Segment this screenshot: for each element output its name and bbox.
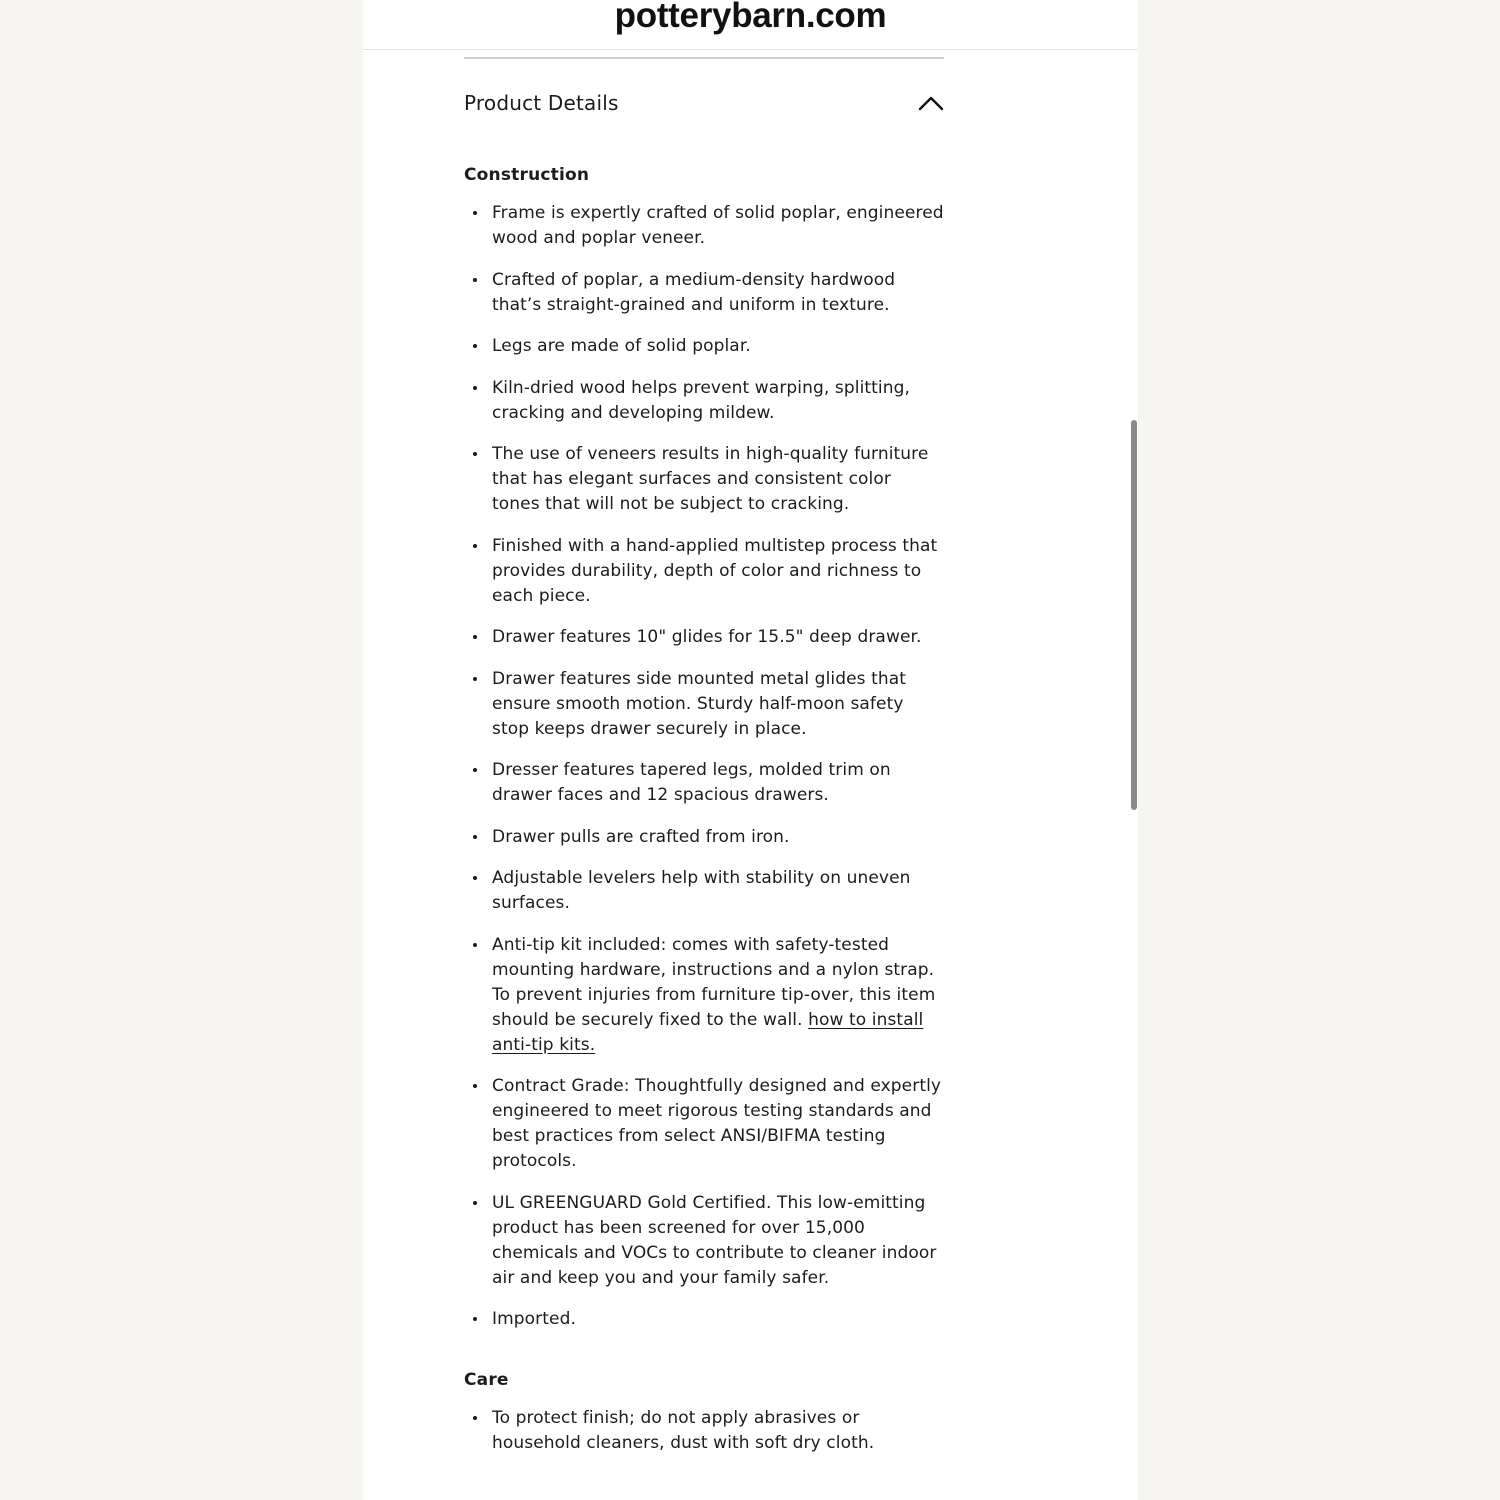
list-item: Kiln-dried wood helps prevent warping, splitting, cracking and developing mildew. bbox=[464, 376, 944, 426]
bullet-dot bbox=[473, 835, 477, 839]
bullet-dot bbox=[473, 876, 477, 880]
bullet-dot bbox=[473, 278, 477, 282]
list-item: Drawer pulls are crafted from iron. bbox=[464, 825, 944, 850]
browser-url-bar[interactable] bbox=[363, 0, 1138, 50]
bullet-dot bbox=[473, 386, 477, 390]
anti-tip-install-link[interactable]: how to install anti-tip kits. bbox=[492, 1009, 924, 1055]
list-item-anti-tip: Anti-tip kit included: comes with safety-tested mounting hardware, instructions and a nylon strap. To prevent injuries from furniture tip-over, this item should be securely fixed to the wall. how to install anti-tip kits. bbox=[464, 933, 944, 1058]
care-heading: Care bbox=[464, 1370, 509, 1390]
list-item: Drawer features 10" glides for 15.5" deep drawer. bbox=[464, 625, 944, 650]
bullet-dot bbox=[473, 211, 477, 215]
url-text: potterybarn.com bbox=[614, 0, 887, 35]
accordion-title: Product Details bbox=[464, 91, 619, 115]
bullet-dot bbox=[473, 1317, 477, 1321]
bullet-dot bbox=[473, 1201, 477, 1205]
chevron-up-icon[interactable] bbox=[918, 95, 944, 111]
list-item: Adjustable levelers help with stability on uneven surfaces. bbox=[464, 866, 944, 916]
construction-list bbox=[464, 201, 944, 1332]
list-item: Drawer features side mounted metal glides that ensure smooth motion. Sturdy half-moon safety stop keeps drawer securely in place. bbox=[464, 667, 944, 742]
list-item: Crafted of poplar, a medium-density hardwood that’s straight-grained and uniform in texture. bbox=[464, 268, 944, 318]
bullet-dot bbox=[473, 635, 477, 639]
list-item: Dresser features tapered legs, molded trim on drawer faces and 12 spacious drawers. bbox=[464, 758, 944, 808]
bullet-dot bbox=[473, 677, 477, 681]
bullet-dot bbox=[473, 1416, 477, 1420]
list-item: The use of veneers results in high-quality furniture that has elegant surfaces and consistent color tones that will not be subject to cracking. bbox=[464, 442, 944, 517]
bullet-dot bbox=[473, 1084, 477, 1088]
bullet-dot bbox=[473, 344, 477, 348]
product-details-accordion-header[interactable] bbox=[464, 59, 944, 145]
construction-heading: Construction bbox=[464, 165, 590, 185]
mobile-viewport bbox=[363, 0, 1138, 1500]
list-item: Frame is expertly crafted of solid poplar, engineered wood and poplar veneer. bbox=[464, 201, 944, 251]
bullet-dot bbox=[473, 452, 477, 456]
bullet-dot bbox=[473, 943, 477, 947]
list-item: Legs are made of solid poplar. bbox=[464, 334, 944, 359]
list-item: UL GREENGUARD Gold Certified. This low-emitting product has been screened for over 15,000 chemicals and VOCs to contribute to cleaner indoor air and keep you and your family safer. bbox=[464, 1191, 944, 1291]
care-list bbox=[464, 1406, 944, 1456]
scrollbar-thumb[interactable] bbox=[1131, 420, 1137, 810]
list-item: Finished with a hand-applied multistep process that provides durability, depth of color and richness to each piece. bbox=[464, 534, 944, 609]
list-item: To protect finish; do not apply abrasives or household cleaners, dust with soft dry cloth. bbox=[464, 1406, 944, 1456]
list-item: Imported. bbox=[464, 1307, 944, 1332]
bullet-dot bbox=[473, 544, 477, 548]
list-item: Contract Grade: Thoughtfully designed and expertly engineered to meet rigorous testing standards and best practices from select ANSI/BIFMA testing protocols. bbox=[464, 1074, 944, 1174]
product-details-panel bbox=[464, 57, 944, 1473]
bullet-dot bbox=[473, 768, 477, 772]
